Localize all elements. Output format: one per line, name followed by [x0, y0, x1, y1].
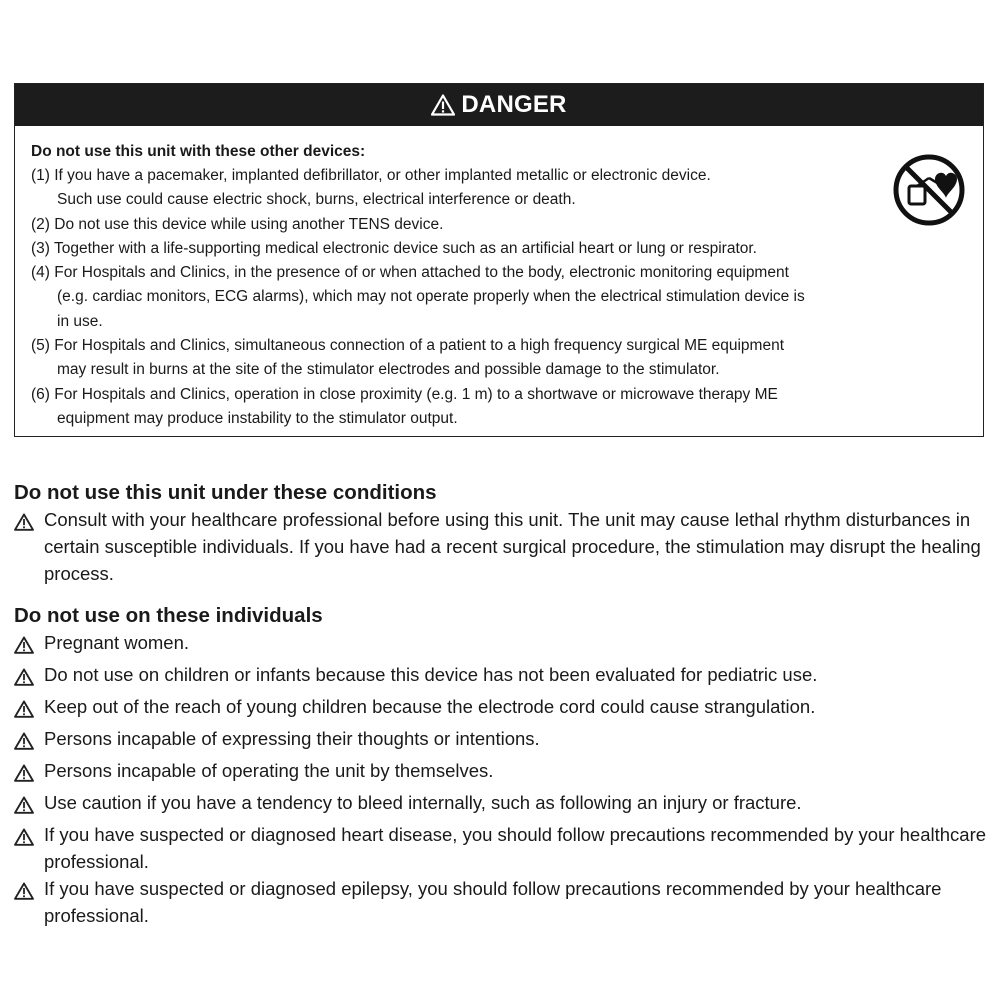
danger-line: (2) Do not use this device while using another TENS device. — [31, 215, 444, 233]
warning-triangle-icon — [14, 796, 34, 814]
warning-text: Consult with your healthcare professional before using this unit. The unit may cause lethal rhythm disturbances in certain susceptible individuals. If you have had a recent surgical procedure, the stimulation may disrupt the healing process. — [44, 509, 981, 584]
danger-line: may result in burns at the site of the stimulator electrodes and possible damage to the stimulator. — [57, 361, 720, 379]
warning-bullet — [14, 506, 44, 587]
danger-line: (6) For Hospitals and Clinics, operation in close proximity (e.g. 1 m) to a shortwave or microwave therapy ME — [31, 385, 778, 403]
warning-bullet — [14, 821, 44, 875]
warning-item — [14, 875, 994, 929]
warning-item — [14, 821, 994, 875]
individuals-section — [14, 603, 994, 929]
warning-text: If you have suspected or diagnosed epilepsy, you should follow precautions recommended by your healthcare professional. — [44, 878, 942, 926]
conditions-heading: Do not use this unit under these conditions — [14, 481, 437, 504]
warning-bullet — [14, 789, 44, 821]
danger-line: Such use could cause electric shock, burns, electrical interference or death. — [57, 191, 576, 209]
warning-triangle-icon — [14, 764, 34, 782]
conditions-list — [14, 506, 994, 587]
danger-intro: Do not use this unit with these other devices: — [31, 143, 366, 160]
warning-item — [14, 506, 994, 587]
warning-triangle-icon — [14, 882, 34, 900]
warning-bullet — [14, 661, 44, 693]
warning-text: Persons incapable of operating the unit by themselves. — [44, 760, 494, 781]
warning-bullet — [14, 757, 44, 789]
warning-text: If you have suspected or diagnosed heart disease, you should follow precautions recommended by your healthcare professional. — [44, 824, 987, 872]
danger-box — [14, 83, 984, 437]
warning-item — [14, 629, 994, 661]
danger-device-list — [31, 164, 971, 431]
danger-line: (e.g. cardiac monitors, ECG alarms), which may not operate properly when the electrical stimulation device is — [57, 288, 805, 306]
danger-line: equipment may produce instability to the stimulator output. — [57, 409, 458, 427]
conditions-section — [14, 480, 994, 587]
warning-triangle-icon — [431, 94, 455, 116]
warning-text: Use caution if you have a tendency to bleed internally, such as following an injury or fracture. — [44, 792, 802, 813]
danger-line: (4) For Hospitals and Clinics, in the presence of or when attached to the body, electronic monitoring equipment — [31, 264, 789, 282]
danger-line: (3) Together with a life-supporting medical electronic device such as an artificial heart or lung or respirator. — [31, 239, 757, 257]
no-implanted-device-icon — [891, 152, 967, 228]
individuals-heading: Do not use on these individuals — [14, 604, 323, 627]
warning-bullet — [14, 725, 44, 757]
warning-bullet — [14, 693, 44, 725]
warning-triangle-icon — [14, 668, 34, 686]
danger-header — [15, 84, 983, 126]
warning-item — [14, 661, 994, 693]
danger-body — [31, 140, 971, 431]
danger-title: DANGER — [461, 91, 567, 118]
warning-triangle-icon — [14, 636, 34, 654]
warning-item — [14, 757, 994, 789]
warning-triangle-icon — [14, 513, 34, 531]
warning-item — [14, 725, 994, 757]
warning-bullet — [14, 875, 44, 929]
warning-item — [14, 789, 994, 821]
warning-triangle-icon — [14, 828, 34, 846]
danger-line: (1) If you have a pacemaker, implanted defibrillator, or other implanted metallic or electronic device. — [31, 167, 711, 184]
warning-triangle-icon — [14, 700, 34, 718]
warning-text: Do not use on children or infants because this device has not been evaluated for pediatric use. — [44, 664, 818, 685]
warning-text: Keep out of the reach of young children because the electrode cord could cause strangulation. — [44, 696, 816, 717]
warning-text: Persons incapable of expressing their thoughts or intentions. — [44, 728, 540, 749]
warning-bullet — [14, 629, 44, 661]
warning-text: Pregnant women. — [44, 632, 190, 653]
danger-line: (5) For Hospitals and Clinics, simultaneous connection of a patient to a high frequency surgical ME equipment — [31, 337, 785, 355]
warning-item — [14, 693, 994, 725]
danger-line: in use. — [57, 312, 103, 330]
individuals-list — [14, 629, 994, 929]
warning-triangle-icon — [14, 732, 34, 750]
